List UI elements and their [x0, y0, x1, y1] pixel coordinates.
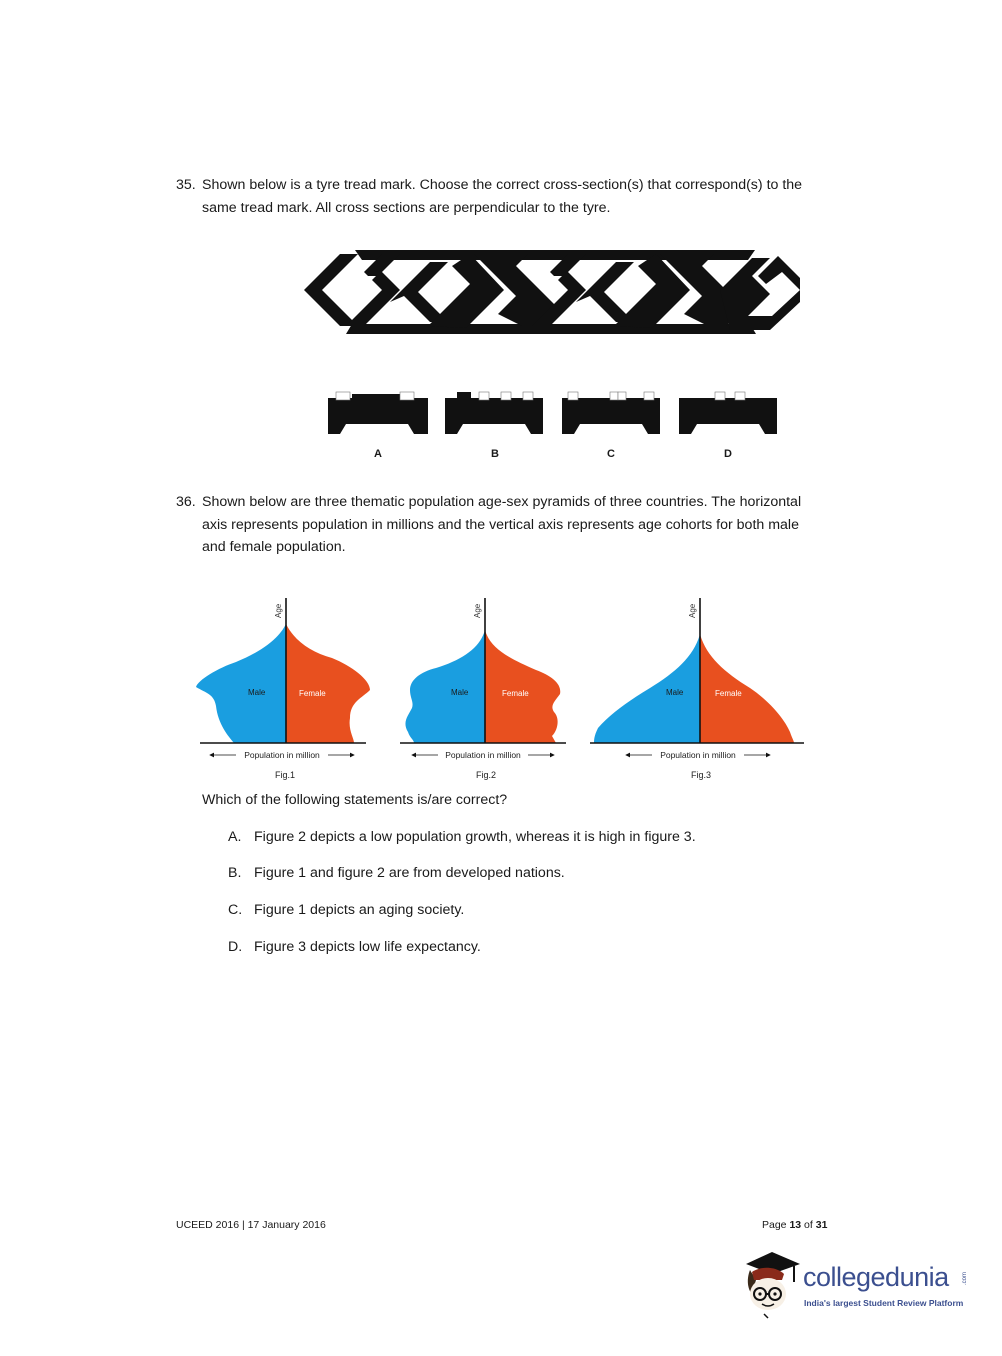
statement-a [228, 829, 696, 845]
question-text-line1: Shown below is a tyre tread mark. Choose the correct cross-section(s) that correspond(s) to the [202, 177, 803, 193]
fig1-caption: Fig.1 [274, 770, 296, 780]
cross-section-label-b: B [491, 448, 499, 460]
pyramid-fig1 [196, 598, 370, 780]
page-of: of [801, 1219, 816, 1231]
logo-tagline: India's largest Student Review Platform [804, 1298, 964, 1308]
page-current: 13 [789, 1219, 802, 1231]
fig1-male-area [196, 624, 286, 743]
pyramid-fig2 [400, 598, 566, 780]
cross-section-b [445, 392, 543, 434]
fig2-female-area [485, 630, 560, 743]
fig3-male-label: Male [666, 688, 684, 697]
footer-exam-info: UCEED 2016 | 17 January 2016 [176, 1219, 326, 1231]
fig3-x-label: Population in million [660, 750, 736, 760]
statement-text: Figure 2 depicts a low population growth, whereas it is high in figure 3. [254, 829, 696, 845]
cross-section-c [562, 392, 660, 434]
cross-section-label-a: A [374, 448, 382, 460]
statement-text: Figure 3 depicts low life expectancy. [254, 939, 481, 955]
tyre-tread-mark [300, 246, 805, 338]
collegedunia-mascot-icon [742, 1250, 802, 1320]
fig1-male-label: Male [248, 688, 266, 697]
statement-letter: D. [228, 939, 243, 955]
logo-com: .com [962, 1272, 968, 1286]
fig2-female-label: Female [502, 689, 529, 698]
statement-letter: C. [228, 902, 243, 918]
fig2-caption: Fig.2 [475, 770, 497, 780]
population-pyramids [190, 590, 810, 790]
statement-b [228, 865, 565, 881]
question-36 [176, 491, 801, 559]
fig2-male-area [405, 630, 485, 743]
fig2-age-label: Age [473, 603, 482, 618]
statement-text: Figure 1 and figure 2 are from developed nations. [254, 865, 565, 881]
fig3-age-label: Age [688, 603, 697, 618]
statement-c [228, 902, 464, 918]
fig3-female-label: Female [715, 689, 742, 698]
statement-text: Figure 1 depicts an aging society. [254, 902, 465, 918]
statement-letter: A. [228, 829, 242, 845]
cross-section-label-d: D [724, 448, 732, 460]
fig1-female-area [286, 624, 370, 743]
footer-page-number [762, 1219, 827, 1231]
fig2-x-label: Population in million [445, 750, 521, 760]
page-prefix: Page [762, 1219, 790, 1231]
question-text-line2: same tread mark. All cross sections are perpendicular to the tyre. [202, 199, 611, 216]
cross-section-label-c: C [607, 448, 615, 460]
pyramid-fig3 [590, 598, 804, 780]
logo-wordmark: collegedunia [803, 1262, 949, 1292]
statement-letter: B. [228, 865, 242, 881]
question-35 [176, 174, 802, 219]
fig1-age-label: Age [274, 603, 283, 618]
fig3-caption: Fig.3 [690, 770, 712, 780]
statement-d [228, 939, 481, 955]
page-total: 31 [815, 1219, 828, 1231]
question-text-line3: and female population. [202, 539, 346, 555]
question-text-line2: axis represents population in millions and the vertical axis represents age cohorts for both male [202, 516, 799, 533]
fig2-male-label: Male [451, 688, 469, 697]
cross-sections [326, 390, 782, 438]
question-number: 36. [176, 494, 196, 510]
fig1-x-label: Population in million [244, 750, 320, 760]
question-number: 35. [176, 177, 196, 193]
question-text-line1: Shown below are three thematic population age-sex pyramids of three countries. The horizontal [202, 494, 802, 510]
fig3-male-area [594, 634, 700, 743]
cross-section-d [679, 392, 777, 434]
fig1-female-label: Female [299, 689, 326, 698]
question-prompt: Which of the following statements is/are correct? [202, 792, 508, 808]
cross-section-a [328, 392, 428, 434]
